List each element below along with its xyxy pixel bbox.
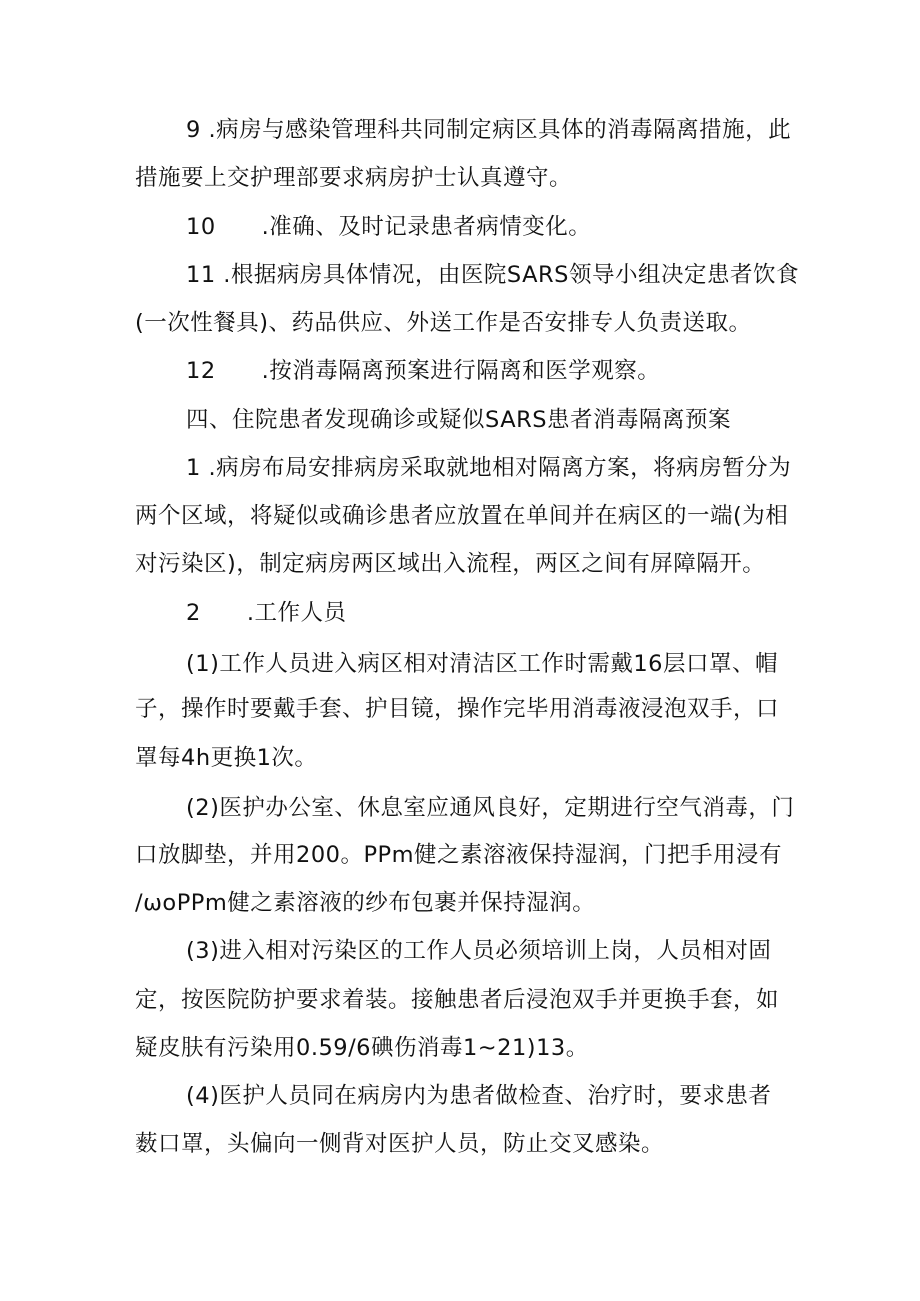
paragraph-line: 12 .按消毒隔离预案进行隔离和医学观察。 [186,358,661,384]
paragraph-line: (1)工作人员进入病区相对清洁区工作时需戴16层口罩、帽 [186,651,779,677]
paragraph-line: (一次性餐具)、药品供应、外送工作是否安排专人负责送取。 [135,310,752,336]
paragraph-line: (2)医护办公室、休息室应通风良好，定期进行空气消毒，门 [186,795,795,821]
paragraph-line: 1 .病房布局安排病房采取就地相对隔离方案，将病房暂分为 [186,455,792,481]
paragraph-line: 2 .工作人员 [186,600,347,626]
paragraph-line: 措施要上交护理部要求病房护士认真遵守。 [135,165,573,191]
paragraph-line: 薮口罩，头偏向一侧背对医护人员，防止交叉感染。 [135,1131,665,1157]
paragraph-line: 对污染区)，制定病房两区域出入流程，两区之间有屏障隔开。 [135,551,766,577]
paragraph-line: 9 .病房与感染管理科共同制定病区具体的消毒隔离措施，此 [186,117,792,143]
paragraph-line: (3)进入相对污染区的工作人员必须培训上岗，人员相对固 [186,938,772,964]
paragraph-line: 11 .根据病房具体情况，由医院SARS领导小组决定患者饮食 [186,262,799,288]
paragraph-line: 定，按医院防护要求着装。接触患者后浸泡双手并更换手套，如 [135,987,780,1013]
paragraph-line: /ωoPPm健之素溶液的纱布包裹并保持湿润。 [135,890,596,916]
section-heading: 四、住院患者发现确诊或疑似SARS患者消毒隔离预案 [186,407,732,433]
paragraph-line: 10 .准确、及时记录患者病情变化。 [186,214,592,240]
paragraph-line: (4)医护人员同在病房内为患者做检查、治疗时，要求患者 [186,1083,772,1109]
paragraph-line: 疑皮肤有污染用0.59/6碘伤消毒1~21)13。 [135,1035,589,1061]
paragraph-line: 两个区域，将疑似或确诊患者应放置在单间并在病区的一端(为相 [135,503,789,529]
paragraph-line: 口放脚垫，并用200。PPm健之素溶液保持湿润，门把手用浸有 [135,842,783,868]
paragraph-line: 子，操作时要戴手套、护目镜，操作完毕用消毒液浸泡双手，口 [135,696,780,722]
paragraph-line: 罩每4h更换1次。 [135,745,318,771]
